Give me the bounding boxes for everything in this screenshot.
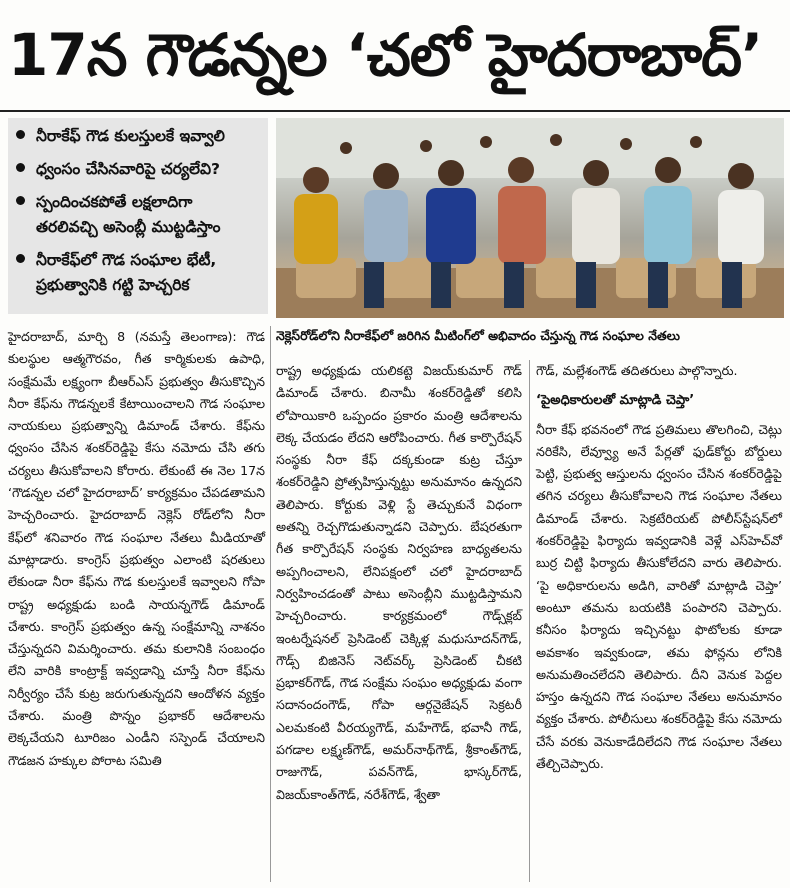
column-divider <box>529 360 530 882</box>
column-divider <box>270 326 271 882</box>
article-paragraph: నీరా కేఫ్ భవనంలో గౌడ ప్రతిమలు తొలగించి, చెట్లు నరికేసి, లేవ్వ్యూ అనే పేర్లతో ఫుడ్‌కోర్టు బోర్డులు పెట్టి, ప్రభుత్వ ఆస్తులను ధ్వంసం చేసిన శంకర్‌రెడ్డిపై తగిన చర్యలు తీసుకోవాలని గౌడ సంఘాల నేతలు డిమాండ్ చేశారు. సెక్రటేరియట్ పోలీస్‌స్టేషన్‌లో శంకర్‌రెడ్డిపై ఫిర్యాదు ఇవ్వడానికి వెళ్లే ఎస్‌హెచ్‌వో బుర్ర చిట్టి ఫిర్యాదు తీసుకోలేదని వారు తెలిపారు. ‘పై అధికారులను అడిగి, వారితో మాట్లాడి చెప్తా’ అంటూ తమను బయటికి పంపారని చెప్పారు. కనీసం ఫిర్యాదు ఇచ్చినట్టు ఫొటోలకు కూడా అవకాశం ఇవ్వకుండా, తమ ఫోన్లను లోనికి అనుమతించలేదని తెలిపారు. దీని వెనుక పెద్దల హస్తం ఉన్నదని గౌడ సంఘాల నేతలు అనుమానం వ్యక్తం చేశారు. పోలీసులు శంకర్‌రెడ్డిపై కేసు నమోదు చేసే వరకు వెనుకాడేదిలేదని గౌడ సంఘాల నేతలు తేల్చిచెప్పారు. <box>536 421 782 772</box>
article-paragraph: రాష్ట్ర అధ్యక్షుడు యలికట్టె విజయ్‌కుమార్ గౌడ్ డిమాండ్ చేశారు. బినామీ శంకర్‌రెడ్డితో కలిసి లోపాయికారి ఒప్పందం ప్రకారం మంత్రి ఆదేశాలను లెక్క చేయడం లేదని ఆరోపించారు. గీత కార్పొరేషన్ సంస్థకు నీరా కేఫ్ దక్కకుండా కుట్ర చేస్తూ శంకర్‌రెడ్డిని ప్రోత్సహిస్తున్నట్టు అనుమానం ఉన్నదని తెలిపారు. కోర్టుకు వెళ్లి స్టే తెచ్చుకునే విధంగా అతన్ని రెచ్చగొడుతున్నాడని చెప్పారు. బేషరతుగా గీత కార్పొరేషన్ సంస్థకు నిర్వహణ బాధ్యతలను అప్పగించాలని, లేనిపక్షంలో చలో హైదరాబాద్ నిర్వహించడంతో పాటు అసెంబ్లీని ముట్టడిస్తామని హెచ్చరించారు. కార్యక్రమంలో గౌడ్స్‌క్లబ్ ఇంటర్నేషనల్ ప్రెసిడెంట్ చెక్కిళ్ల మధుసూదన్‌గౌడ్, గౌడ్స్ బిజినెస్ నెట్‌వర్క్ ప్రెసిడెంట్ చీకటి ప్రభాకర్‌గౌడ్, గౌడ సంక్షేమ సంఘం అధ్యక్షుడు వంగా సదానందంగౌడ్, గోపా ఆర్గనైజేషన్ సెక్రటరీ ఎలమకంటి వీరయ్యగౌడ్, మహేగౌడ్, భవానీ గౌడ్, పగడాల లక్ష్మణ్‌గౌడ్, అమర్‌నాథ్‌గౌడ్, శ్రీకాంత్‌గౌడ్, రాజుగౌడ్, పవన్‌గౌడ్, భాస్కర్‌గౌడ్, విజయ్‌కాంత్‌గౌడ్, నరేశ్‌గౌడ్, శ్వేతా <box>276 363 522 802</box>
headline: 17న గౌడన్నల ‘చలో హైదరాబాద్’ <box>8 21 763 89</box>
highlight-text: నీరాకేఫ్ గౌడ కులస్తులకే ఇవ్వాలి <box>36 127 225 145</box>
article-column-3 <box>536 360 782 775</box>
highlight-bullet <box>14 248 264 298</box>
headline-rule <box>0 110 790 112</box>
highlight-bullet <box>14 190 264 240</box>
article-column-1 <box>8 326 265 772</box>
bullet-dot-icon <box>16 196 25 205</box>
highlight-text: స్పందించకపోతే లక్షలాదిగా <box>36 193 193 211</box>
highlights-box <box>8 118 268 314</box>
article-subheading: ‘పైఅధికారులతో మాట్లాడి చెప్తా’ <box>536 393 695 409</box>
highlight-text: ధ్వంసం చేసినవారిపై చర్యలేవి? <box>36 160 221 178</box>
highlight-bullet <box>14 157 264 182</box>
highlight-text: నీరాకేఫ్‌లో గౌడ సంఘాల భేటీ, <box>36 251 217 269</box>
article-paragraph: హైదరాబాద్, మార్చి 8 (నమస్తే తెలంగాణ): గౌడ కులస్థుల ఆత్మగౌరవం, గీత కార్మికులకు ఉపాధి, సంక్షేమమే లక్ష్యంగా బీఆర్‌ఎస్ ప్రభుత్వం తీసుకొచ్చిన నీరా కేఫ్‌ను గౌడన్నలకే కేటాయించాలని గౌడ సంఘాల నాయకులు ప్రభుత్వాన్ని డిమాండ్ చేశారు. కేఫ్‌ను ధ్వంసం చేసిన శంకర్‌రెడ్డిపై కేసు నమోదు చేసి తగు చర్యలు తీసుకోవాలని కోరారు. లేకుంటే ఈ నెల 17న ‘గౌడన్నల చలో హైదరాబాద్’ కార్యక్రమం చేపడతామని హెచ్చరించారు. హైదరాబాద్ నెక్లెస్ రోడ్‌లోని నీరా కేఫ్‌లో శనివారం గౌడ సంఘాల నేతలు మీడియాతో మాట్లాడారు. కాంగ్రెస్ ప్రభుత్వం ఎలాంటి షరతులు లేకుండా నీరా కేఫ్‌ను గౌడ కులస్తులకే ఇవ్వాలని గోపా రాష్ట్ర అధ్యక్షుడు బండి సాయన్నగౌడ్ డిమాండ్ చేశారు. కాంగ్రెస్ ప్రభుత్వం ఉన్న సంక్షేమాన్ని నాశనం చేస్తున్నదని విమర్శించారు. తమ కులానికి సంబంధం లేని వారికి కాంట్రాక్ట్ ఇవ్వడాన్ని చూస్తే నీరా కేఫ్‌ను నిర్వీర్యం చేసే కుట్ర జరుగుతున్నదని ఆందోళన వ్యక్తం చేశారు. మంత్రి పొన్నం ప్రభాకర్ ఆదేశాలను లెక్కచేయని టూరిజం ఎండీని సస్పెండ్ చేయాలని గౌడజన హక్కుల పోరాట సమితి <box>8 329 265 768</box>
photo-caption: నెక్లెస్‌రోడ్‌లోని నీరాకేఫ్‌లో జరిగిన మీటింగ్‌లో అభివాదం చేస్తున్న గౌడ సంఘాల నేతలు <box>276 328 680 343</box>
highlight-text: తరలివచ్చి అసెంబ్లీ ముట్టడిస్తాం <box>36 218 221 236</box>
article-column-2 <box>276 360 522 806</box>
article-paragraph: గౌడ్, మల్లేశంగౌడ్ తదితరులు పాల్గొన్నారు. <box>536 363 738 378</box>
news-photo <box>276 118 784 318</box>
bullet-dot-icon <box>16 130 25 139</box>
bullet-dot-icon <box>16 254 25 263</box>
bullet-dot-icon <box>16 163 25 172</box>
highlight-text: ప్రభుత్వానికి గట్టి హెచ్చరిక <box>36 276 190 294</box>
leaders-photo-illustration <box>276 118 784 318</box>
highlight-bullet <box>14 124 264 149</box>
